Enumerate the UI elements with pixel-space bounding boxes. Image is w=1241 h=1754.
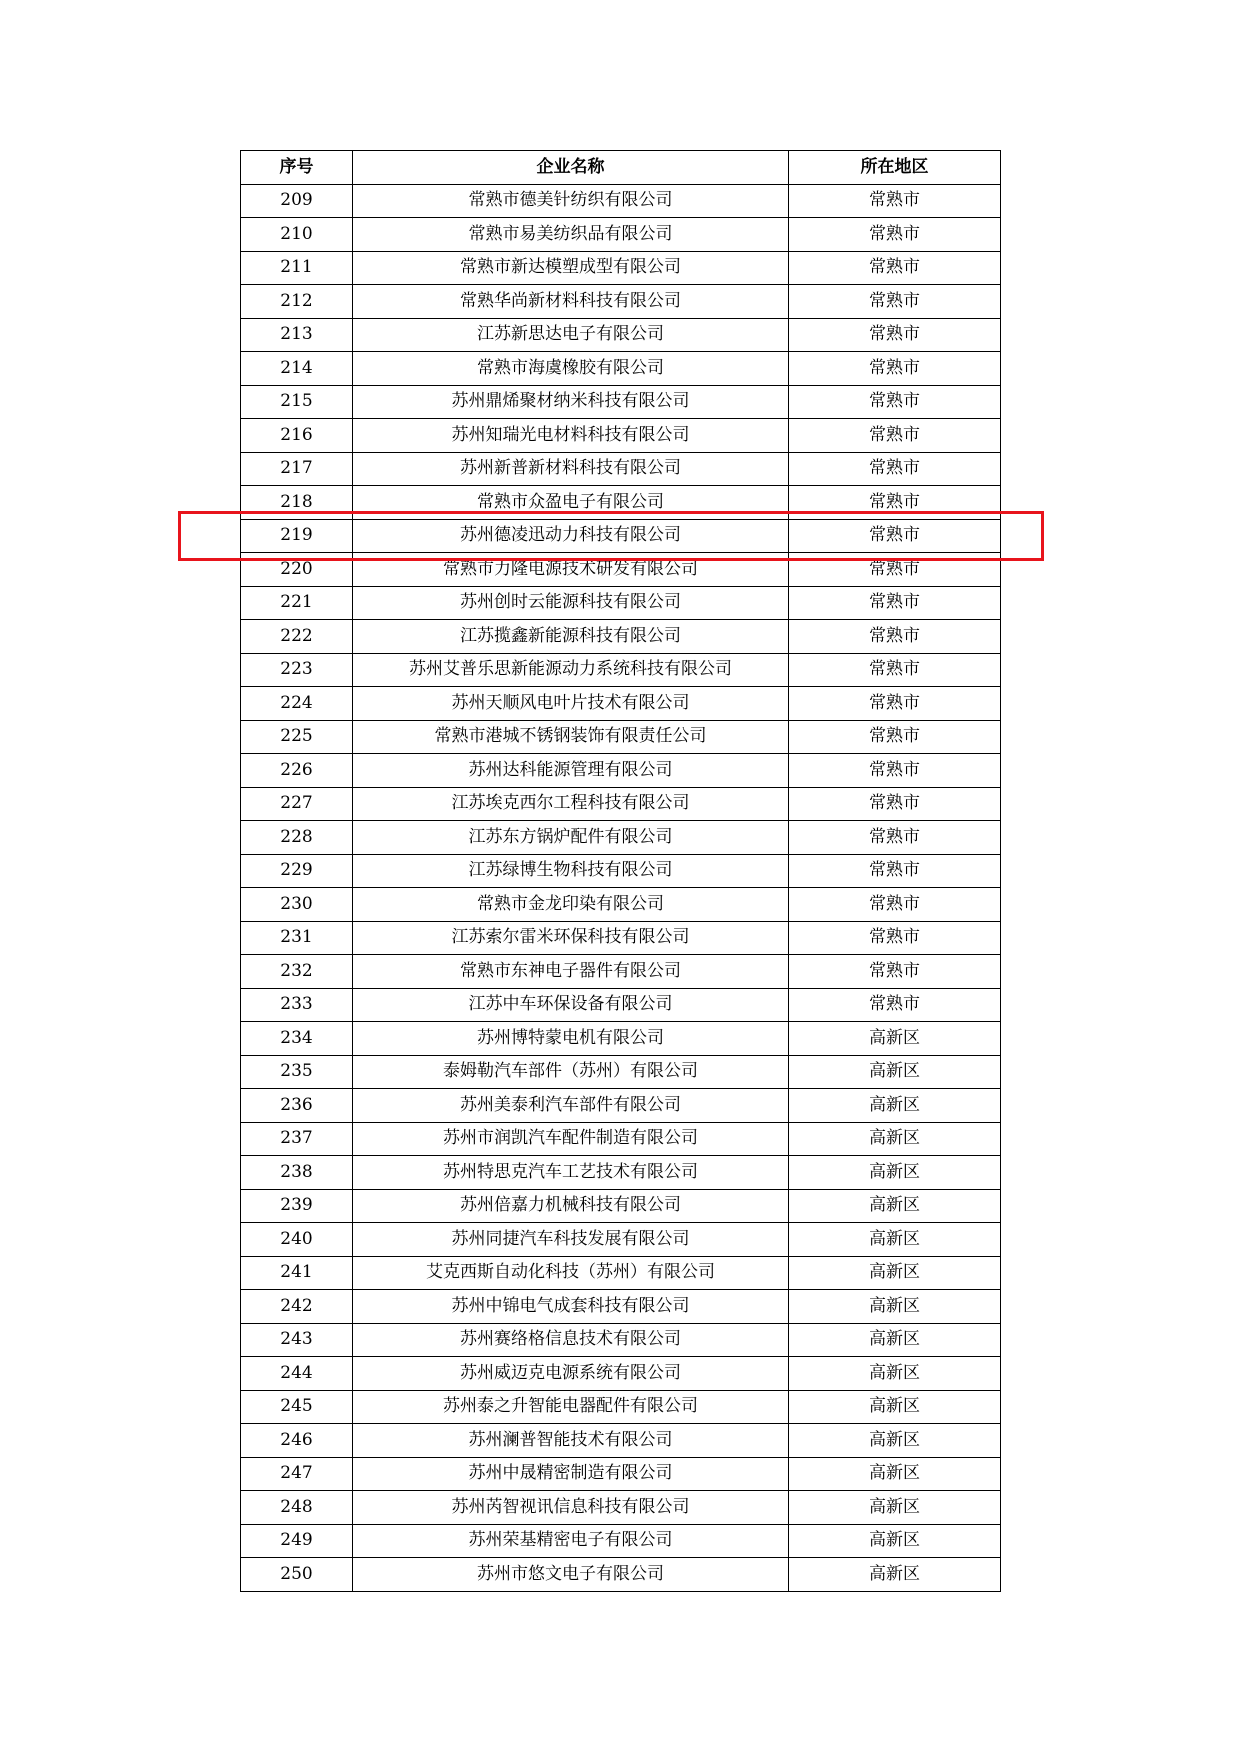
table-row bbox=[241, 1357, 1001, 1391]
cell-company-name: 苏州艾普乐思新能源动力系统科技有限公司 bbox=[353, 653, 789, 687]
cell-company-name: 苏州知瑞光电材料科技有限公司 bbox=[353, 419, 789, 453]
cell-region: 常熟市 bbox=[789, 586, 1001, 620]
cell-company-name: 苏州中晟精密制造有限公司 bbox=[353, 1457, 789, 1491]
table-row bbox=[241, 586, 1001, 620]
cell-region: 高新区 bbox=[789, 1457, 1001, 1491]
table-row bbox=[241, 184, 1001, 218]
cell-company-name: 泰姆勒汽车部件（苏州）有限公司 bbox=[353, 1055, 789, 1089]
table-row bbox=[241, 653, 1001, 687]
cell-seq: 234 bbox=[241, 1022, 353, 1056]
cell-region: 常熟市 bbox=[789, 988, 1001, 1022]
header-seq: 序号 bbox=[241, 151, 353, 185]
table-row bbox=[241, 285, 1001, 319]
table-row bbox=[241, 988, 1001, 1022]
table-body bbox=[241, 184, 1001, 1591]
cell-company-name: 江苏埃克西尔工程科技有限公司 bbox=[353, 787, 789, 821]
cell-company-name: 苏州博特蒙电机有限公司 bbox=[353, 1022, 789, 1056]
cell-seq: 212 bbox=[241, 285, 353, 319]
company-list-table bbox=[240, 150, 1001, 1592]
cell-seq: 213 bbox=[241, 318, 353, 352]
cell-company-name: 江苏绿博生物科技有限公司 bbox=[353, 854, 789, 888]
cell-region: 高新区 bbox=[789, 1223, 1001, 1257]
cell-seq: 209 bbox=[241, 184, 353, 218]
table-row bbox=[241, 720, 1001, 754]
cell-region: 高新区 bbox=[789, 1290, 1001, 1324]
header-region: 所在地区 bbox=[789, 151, 1001, 185]
table-row bbox=[241, 452, 1001, 486]
cell-seq: 233 bbox=[241, 988, 353, 1022]
cell-company-name: 常熟市新达模塑成型有限公司 bbox=[353, 251, 789, 285]
cell-region: 高新区 bbox=[789, 1122, 1001, 1156]
table-row bbox=[241, 318, 1001, 352]
cell-region: 高新区 bbox=[789, 1256, 1001, 1290]
cell-company-name: 苏州达科能源管理有限公司 bbox=[353, 754, 789, 788]
table-row bbox=[241, 1256, 1001, 1290]
table-row bbox=[241, 754, 1001, 788]
header-company-name: 企业名称 bbox=[353, 151, 789, 185]
cell-seq: 237 bbox=[241, 1122, 353, 1156]
cell-company-name: 苏州天顺风电叶片技术有限公司 bbox=[353, 687, 789, 721]
cell-seq: 211 bbox=[241, 251, 353, 285]
cell-seq: 235 bbox=[241, 1055, 353, 1089]
cell-company-name: 常熟市金龙印染有限公司 bbox=[353, 888, 789, 922]
cell-region: 高新区 bbox=[789, 1424, 1001, 1458]
cell-company-name: 苏州特思克汽车工艺技术有限公司 bbox=[353, 1156, 789, 1190]
cell-region: 常熟市 bbox=[789, 452, 1001, 486]
cell-company-name: 常熟市海虞橡胶有限公司 bbox=[353, 352, 789, 386]
table-row bbox=[241, 486, 1001, 520]
cell-region: 常熟市 bbox=[789, 720, 1001, 754]
cell-seq: 250 bbox=[241, 1558, 353, 1592]
table-row bbox=[241, 1290, 1001, 1324]
cell-company-name: 艾克西斯自动化科技（苏州）有限公司 bbox=[353, 1256, 789, 1290]
cell-region: 高新区 bbox=[789, 1390, 1001, 1424]
cell-company-name: 江苏新思达电子有限公司 bbox=[353, 318, 789, 352]
cell-company-name: 苏州中锦电气成套科技有限公司 bbox=[353, 1290, 789, 1324]
cell-region: 常熟市 bbox=[789, 921, 1001, 955]
cell-company-name: 苏州赛络格信息技术有限公司 bbox=[353, 1323, 789, 1357]
table-row bbox=[241, 1524, 1001, 1558]
cell-region: 高新区 bbox=[789, 1323, 1001, 1357]
cell-region: 常熟市 bbox=[789, 821, 1001, 855]
cell-seq: 218 bbox=[241, 486, 353, 520]
cell-region: 常熟市 bbox=[789, 486, 1001, 520]
table-row bbox=[241, 921, 1001, 955]
cell-seq: 236 bbox=[241, 1089, 353, 1123]
cell-region: 高新区 bbox=[789, 1524, 1001, 1558]
table-header-row bbox=[241, 151, 1001, 185]
cell-company-name: 苏州德凌迅动力科技有限公司 bbox=[353, 519, 789, 553]
cell-region: 常熟市 bbox=[789, 352, 1001, 386]
cell-company-name: 常熟市众盈电子有限公司 bbox=[353, 486, 789, 520]
cell-company-name: 苏州澜普智能技术有限公司 bbox=[353, 1424, 789, 1458]
table-row bbox=[241, 419, 1001, 453]
cell-seq: 248 bbox=[241, 1491, 353, 1525]
cell-region: 高新区 bbox=[789, 1189, 1001, 1223]
cell-seq: 229 bbox=[241, 854, 353, 888]
table-row bbox=[241, 519, 1001, 553]
cell-company-name: 江苏中车环保设备有限公司 bbox=[353, 988, 789, 1022]
table-row bbox=[241, 854, 1001, 888]
cell-seq: 216 bbox=[241, 419, 353, 453]
cell-region: 高新区 bbox=[789, 1089, 1001, 1123]
cell-region: 常熟市 bbox=[789, 955, 1001, 989]
cell-seq: 222 bbox=[241, 620, 353, 654]
cell-region: 高新区 bbox=[789, 1558, 1001, 1592]
table-row bbox=[241, 1323, 1001, 1357]
table-row bbox=[241, 821, 1001, 855]
cell-region: 常熟市 bbox=[789, 218, 1001, 252]
cell-company-name: 苏州鼎烯聚材纳米科技有限公司 bbox=[353, 385, 789, 419]
table-row bbox=[241, 1390, 1001, 1424]
cell-seq: 220 bbox=[241, 553, 353, 587]
cell-region: 常熟市 bbox=[789, 687, 1001, 721]
table-row bbox=[241, 1558, 1001, 1592]
cell-seq: 247 bbox=[241, 1457, 353, 1491]
table-row bbox=[241, 553, 1001, 587]
cell-region: 高新区 bbox=[789, 1491, 1001, 1525]
cell-region: 常熟市 bbox=[789, 519, 1001, 553]
table-row bbox=[241, 218, 1001, 252]
cell-seq: 249 bbox=[241, 1524, 353, 1558]
cell-seq: 239 bbox=[241, 1189, 353, 1223]
cell-company-name: 苏州威迈克电源系统有限公司 bbox=[353, 1357, 789, 1391]
cell-region: 高新区 bbox=[789, 1156, 1001, 1190]
table-row bbox=[241, 251, 1001, 285]
cell-company-name: 江苏东方锅炉配件有限公司 bbox=[353, 821, 789, 855]
cell-seq: 242 bbox=[241, 1290, 353, 1324]
table-row bbox=[241, 1457, 1001, 1491]
cell-seq: 245 bbox=[241, 1390, 353, 1424]
cell-seq: 231 bbox=[241, 921, 353, 955]
table-row bbox=[241, 1223, 1001, 1257]
cell-seq: 215 bbox=[241, 385, 353, 419]
cell-company-name: 苏州美泰利汽车部件有限公司 bbox=[353, 1089, 789, 1123]
cell-company-name: 常熟市港城不锈钢装饰有限责任公司 bbox=[353, 720, 789, 754]
cell-region: 常熟市 bbox=[789, 854, 1001, 888]
cell-company-name: 江苏索尔雷米环保科技有限公司 bbox=[353, 921, 789, 955]
table-row bbox=[241, 1022, 1001, 1056]
cell-region: 常熟市 bbox=[789, 553, 1001, 587]
cell-region: 高新区 bbox=[789, 1022, 1001, 1056]
table-row bbox=[241, 1189, 1001, 1223]
table-row bbox=[241, 385, 1001, 419]
cell-region: 常熟市 bbox=[789, 285, 1001, 319]
cell-seq: 214 bbox=[241, 352, 353, 386]
cell-company-name: 常熟市力隆电源技术研发有限公司 bbox=[353, 553, 789, 587]
cell-company-name: 苏州芮智视讯信息科技有限公司 bbox=[353, 1491, 789, 1525]
cell-region: 高新区 bbox=[789, 1357, 1001, 1391]
table-row bbox=[241, 1089, 1001, 1123]
cell-company-name: 常熟市易美纺织品有限公司 bbox=[353, 218, 789, 252]
cell-region: 常熟市 bbox=[789, 318, 1001, 352]
cell-seq: 232 bbox=[241, 955, 353, 989]
cell-region: 常熟市 bbox=[789, 419, 1001, 453]
cell-company-name: 苏州泰之升智能电器配件有限公司 bbox=[353, 1390, 789, 1424]
cell-company-name: 苏州同捷汽车科技发展有限公司 bbox=[353, 1223, 789, 1257]
cell-seq: 223 bbox=[241, 653, 353, 687]
table-row bbox=[241, 687, 1001, 721]
cell-region: 常熟市 bbox=[789, 620, 1001, 654]
cell-seq: 224 bbox=[241, 687, 353, 721]
table-row bbox=[241, 1055, 1001, 1089]
cell-region: 常熟市 bbox=[789, 653, 1001, 687]
cell-seq: 230 bbox=[241, 888, 353, 922]
cell-seq: 244 bbox=[241, 1357, 353, 1391]
table-row bbox=[241, 888, 1001, 922]
table-row bbox=[241, 620, 1001, 654]
cell-region: 常熟市 bbox=[789, 787, 1001, 821]
cell-seq: 227 bbox=[241, 787, 353, 821]
cell-company-name: 江苏揽鑫新能源科技有限公司 bbox=[353, 620, 789, 654]
cell-region: 常熟市 bbox=[789, 251, 1001, 285]
cell-company-name: 常熟华尚新材料科技有限公司 bbox=[353, 285, 789, 319]
cell-seq: 241 bbox=[241, 1256, 353, 1290]
cell-company-name: 苏州市悠文电子有限公司 bbox=[353, 1558, 789, 1592]
table-row bbox=[241, 1122, 1001, 1156]
cell-seq: 210 bbox=[241, 218, 353, 252]
cell-company-name: 苏州创时云能源科技有限公司 bbox=[353, 586, 789, 620]
cell-region: 高新区 bbox=[789, 1055, 1001, 1089]
table-row bbox=[241, 955, 1001, 989]
cell-region: 常熟市 bbox=[789, 754, 1001, 788]
cell-company-name: 苏州倍嘉力机械科技有限公司 bbox=[353, 1189, 789, 1223]
cell-region: 常熟市 bbox=[789, 385, 1001, 419]
cell-region: 常熟市 bbox=[789, 184, 1001, 218]
table-row bbox=[241, 1424, 1001, 1458]
cell-seq: 228 bbox=[241, 821, 353, 855]
cell-company-name: 苏州荣基精密电子有限公司 bbox=[353, 1524, 789, 1558]
table-row bbox=[241, 352, 1001, 386]
table-row bbox=[241, 1156, 1001, 1190]
cell-seq: 221 bbox=[241, 586, 353, 620]
cell-seq: 217 bbox=[241, 452, 353, 486]
table-row bbox=[241, 1491, 1001, 1525]
table-row bbox=[241, 787, 1001, 821]
cell-seq: 240 bbox=[241, 1223, 353, 1257]
cell-region: 常熟市 bbox=[789, 888, 1001, 922]
cell-seq: 219 bbox=[241, 519, 353, 553]
cell-company-name: 常熟市东神电子器件有限公司 bbox=[353, 955, 789, 989]
cell-seq: 238 bbox=[241, 1156, 353, 1190]
cell-seq: 246 bbox=[241, 1424, 353, 1458]
cell-company-name: 苏州市润凯汽车配件制造有限公司 bbox=[353, 1122, 789, 1156]
cell-company-name: 常熟市德美针纺织有限公司 bbox=[353, 184, 789, 218]
cell-seq: 243 bbox=[241, 1323, 353, 1357]
cell-company-name: 苏州新普新材料科技有限公司 bbox=[353, 452, 789, 486]
cell-seq: 225 bbox=[241, 720, 353, 754]
cell-seq: 226 bbox=[241, 754, 353, 788]
